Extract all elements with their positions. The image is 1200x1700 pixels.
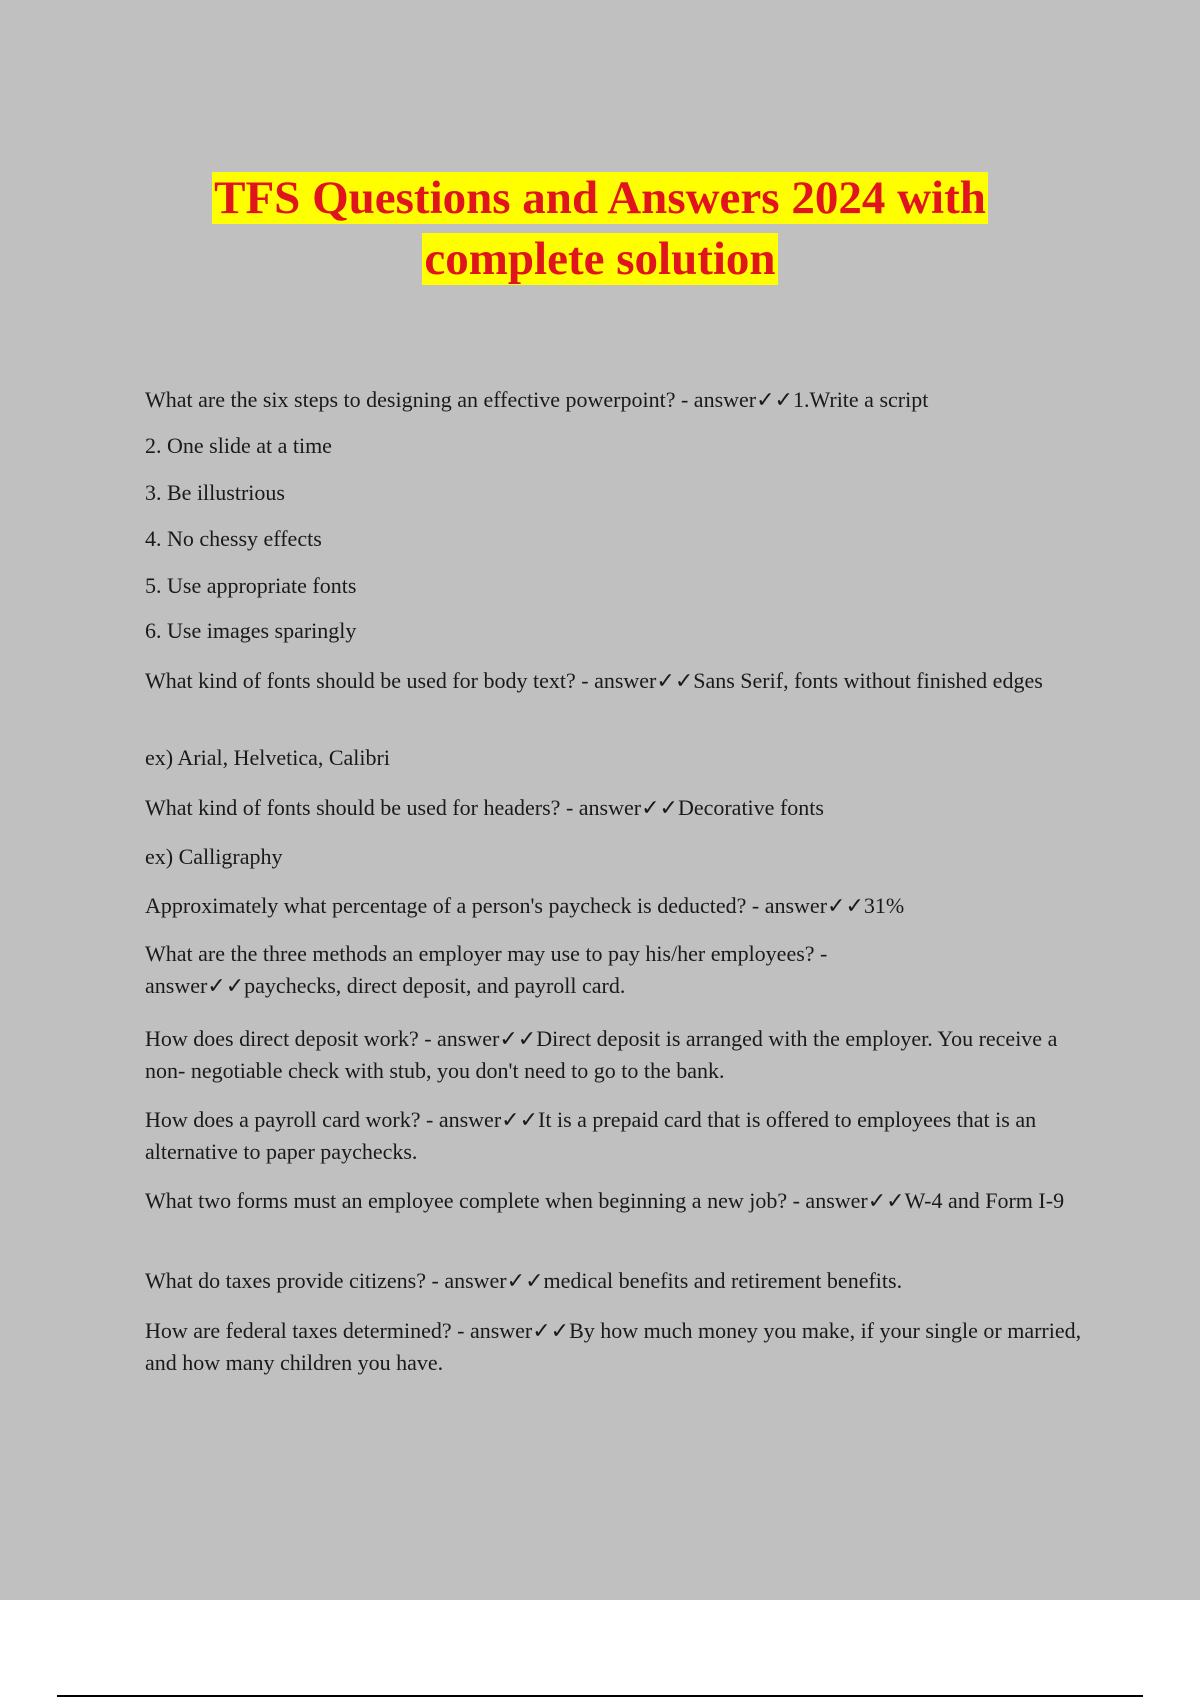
qa-item: What kind of fonts should be used for headers? - answer✓✓Decorative fonts — [145, 795, 824, 820]
qa-item: What are the three methods an employer may use to pay his/her employees? - answer✓✓paychecks, direct deposit, and payroll card. — [145, 941, 828, 998]
qa-item: What are the six steps to designing an effective powerpoint? - answer✓✓1.Write a script — [145, 387, 929, 412]
footer-divider — [57, 1695, 1143, 1697]
qa-item: Approximately what percentage of a person's paycheck is deducted? - answer✓✓31% — [145, 893, 905, 918]
qa-item: What kind of fonts should be used for body text? - answer✓✓Sans Serif, fonts without finished edges — [145, 668, 1043, 693]
qa-item: 6. Use images sparingly — [145, 618, 357, 643]
qa-item: 5. Use appropriate fonts — [145, 573, 357, 598]
qa-item: 4. No chessy effects — [145, 526, 322, 551]
title-line-1: TFS Questions and Answers 2024 with — [214, 172, 986, 224]
qa-item: How does a payroll card work? - answer✓✓It is a prepaid card that is offered to employees that is an alternative to paper paychecks. — [145, 1107, 1037, 1164]
qa-item: How does direct deposit work? - answer✓✓Direct deposit is arranged with the employer. You receive a non- negotiable check with stub, you don't need to go to the bank. — [145, 1026, 1058, 1083]
title-line-2: complete solution — [424, 233, 776, 285]
document-title — [0, 168, 1200, 290]
qa-item: What do taxes provide citizens? - answer✓✓medical benefits and retirement benefits. — [145, 1268, 903, 1293]
qa-item: ex) Calligraphy — [145, 844, 283, 869]
qa-item: How are federal taxes determined? - answer✓✓By how much money you make, if your single or married, and how many children you have. — [145, 1318, 1082, 1375]
qa-item: ex) Arial, Helvetica, Calibri — [145, 745, 390, 770]
qa-item: What two forms must an employee complete when beginning a new job? - answer✓✓W-4 and Form I-9 — [145, 1188, 1065, 1213]
qa-item: 2. One slide at a time — [145, 433, 332, 458]
qa-item: 3. Be illustrious — [145, 480, 285, 505]
